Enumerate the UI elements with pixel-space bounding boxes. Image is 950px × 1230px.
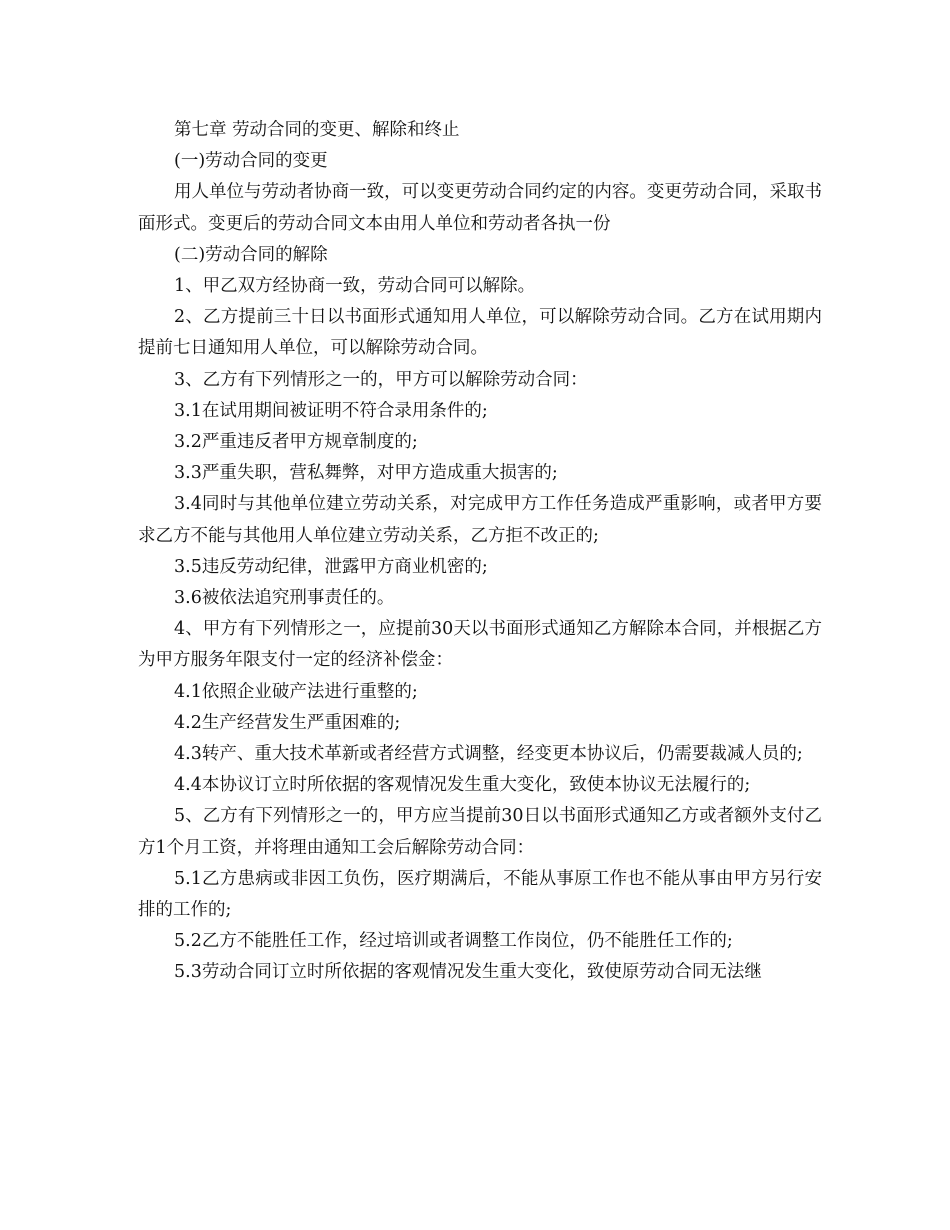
clause-5-3: 5.3劳动合同订立时所依据的客观情况发生重大变化，致使原劳动合同无法继: [174, 962, 762, 983]
clause-3: 3、乙方有下列情形之一的，甲方可以解除劳动合同：: [174, 369, 588, 390]
section-heading-change: (一)劳动合同的变更: [174, 151, 328, 172]
clause-4-1: 4.1依照企业破产法进行重整的;: [174, 681, 418, 702]
clause-5: 5、乙方有下列情形之一的，甲方应当提前30日以书面形式通知乙方或者额外支付乙方1个月工资，并将理由通知工会后解除劳动合同：: [138, 806, 822, 858]
clause-3-6: 3.6被依法追究刑事责任的。: [174, 588, 395, 609]
clause-4-2: 4.2生产经营发生严重困难的;: [174, 712, 401, 733]
chapter-heading: 第七章 劳动合同的变更、解除和终止: [174, 120, 460, 140]
clause-4: 4、甲方有下列情形之一，应提前30天以书面形式通知乙方解除本合同，并根据乙方为甲方服务年限支付一定的经济补偿金：: [138, 619, 822, 671]
document-body: [138, 115, 822, 989]
section-heading-termination: (二)劳动合同的解除: [174, 244, 328, 265]
clause-3-2: 3.2严重违反者甲方规章制度的;: [174, 432, 418, 453]
clause-5-2: 5.2乙方不能胜任工作，经过培训或者调整工作岗位，仍不能胜任工作的;: [174, 931, 733, 952]
clause-4-4: 4.4本协议订立时所依据的客观情况发生重大变化，致使本协议无法履行的;: [174, 775, 751, 796]
clause-3-4: 3.4同时与其他单位建立劳动关系，对完成甲方工作任务造成严重影响，或者甲方要求乙方不能与其他用人单位建立劳动关系，乙方拒不改正的;: [138, 494, 822, 546]
clause-4-3: 4.3转产、重大技术革新或者经营方式调整，经变更本协议后，仍需要裁减人员的;: [174, 744, 803, 765]
clause-5-1: 5.1乙方患病或非因工负伤，医疗期满后，不能从事原工作也不能从事由甲方另行安排的工作的;: [138, 868, 822, 921]
clause-2: 2、乙方提前三十日以书面形式通知用人单位，可以解除劳动合同。乙方在试用期内提前七日通知用人单位，可以解除劳动合同。: [138, 307, 822, 359]
clause-1: 1、甲乙双方经协商一致，劳动合同可以解除。: [174, 276, 536, 297]
clause-3-3: 3.3严重失职，营私舞弊，对甲方造成重大损害的;: [174, 463, 558, 484]
clause-3-5: 3.5违反劳动纪律，泄露甲方商业机密的;: [174, 556, 488, 577]
clause-3-1: 3.1在试用期间被证明不符合录用条件的;: [174, 400, 488, 421]
paragraph: 用人单位与劳动者协商一致，可以变更劳动合同约定的内容。变更劳动合同，采取书面形式。变更后的劳动合同文本由用人单位和劳动者各执一份: [138, 182, 822, 234]
